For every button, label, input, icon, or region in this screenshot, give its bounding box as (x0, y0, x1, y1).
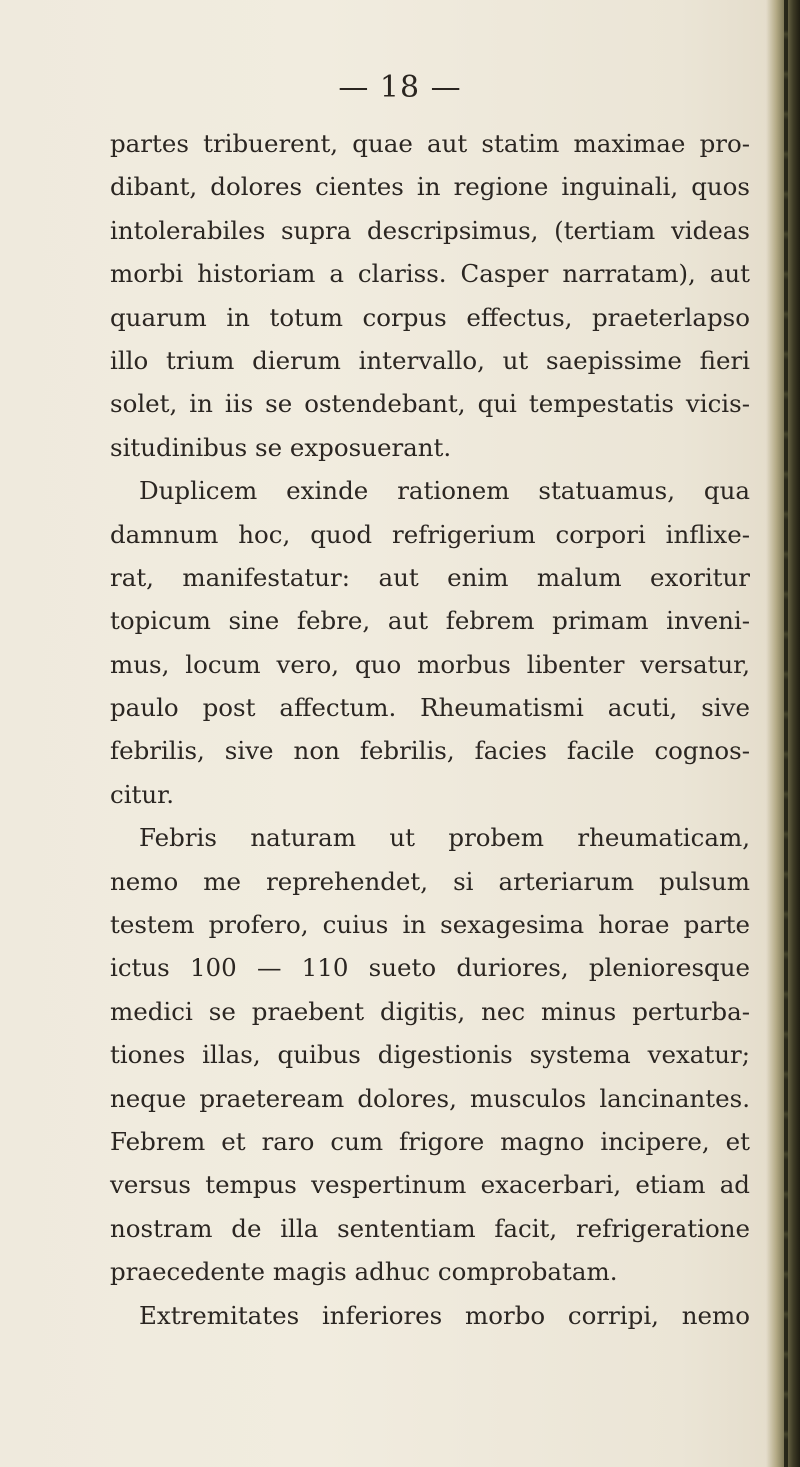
page-number: — 18 — (338, 70, 462, 105)
text-line: solet, in iis se ostendebant, qui tempestatis vicis- (110, 389, 750, 419)
text-line: morbi historiam a clariss. Casper narratam), aut (110, 259, 750, 289)
text-line: rat, manifestatur: aut enim malum exoritur (110, 562, 750, 592)
text-line: nostram de illa sententiam facit, refrigeratione (110, 1213, 750, 1243)
text-line: Febrem et raro cum frigore magno incipere, et (110, 1126, 750, 1156)
page-edge-shadow (766, 0, 800, 1467)
text-line: tiones illas, quibus digestionis systema vexatur; (110, 1040, 750, 1070)
text-line: Duplicem exinde rationem statuamus, qua (139, 476, 750, 506)
text-line: situdinibus se exposuerant. (110, 432, 452, 462)
text-line: paulo post affectum. Rheumatismi acuti, sive (110, 693, 750, 723)
text-line: mus, locum vero, quo morbus libenter versatur, (110, 649, 750, 679)
binding-edge (784, 0, 788, 1467)
text-line: citur. (110, 779, 174, 809)
text-line: medici se praebent digitis, nec minus perturba- (110, 996, 750, 1026)
text-line: neque praeteream dolores, musculos lancinantes. (110, 1083, 750, 1113)
text-line: illo trium dierum intervallo, ut saepissime fieri (110, 345, 750, 375)
text-line: nemo me reprehendet, si arteriarum pulsum (110, 866, 750, 896)
text-line: dibant, dolores cientes in regione inguinali, quos (110, 172, 750, 202)
text-line: partes tribuerent, quae aut statim maximae pro- (110, 129, 750, 158)
text-line: febrilis, sive non febrilis, facies facile cognos- (110, 736, 750, 766)
text-line: damnum hoc, quod refrigerium corpori inflixe- (110, 519, 750, 549)
text-line: Extremitates inferiores morbo corripi, nemo (139, 1300, 750, 1330)
text-line: topicum sine febre, aut febrem primam inveni- (110, 606, 750, 636)
text-line: Febris naturam ut probem rheumaticam, (139, 823, 750, 853)
text-line: quarum in totum corpus effectus, praeterlapso (110, 302, 750, 332)
text-line: intolerabiles supra descripsimus, (tertiam videas (110, 215, 750, 245)
text-line: praecedente magis adhuc comprobatam. (110, 1257, 618, 1287)
body-text (110, 122, 750, 1337)
text-line: versus tempus vespertinum exacerbari, etiam ad (110, 1170, 750, 1200)
text-line: testem profero, cuius in sexagesima horae parte (110, 910, 750, 940)
text-line: ictus 100 — 110 sueto duriores, plenioresque (110, 953, 750, 983)
